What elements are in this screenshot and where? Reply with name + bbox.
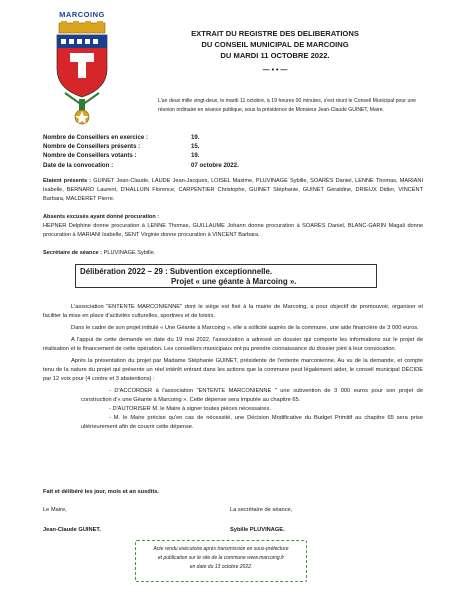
stat-label: Date de la convocation : bbox=[43, 161, 114, 169]
decision-item: - D'ACCORDER à l'association "ENTENTE MARCONIENNE " une subvention de 3 000 euros pour son projet de construction d'« une Géante à Marcoing ». Cette dépense sera imputée au chapitre 65. bbox=[81, 388, 423, 403]
secretary-signature-name: Sybille PLUVINAGE. bbox=[230, 527, 285, 533]
secretary-line bbox=[43, 249, 423, 258]
deliberation-subtitle: Projet « une géante à Marcoing ». bbox=[171, 277, 297, 286]
deliberation-title-box bbox=[75, 264, 377, 288]
header-line-2: DU CONSEIL MUNICIPAL DE MARCOING bbox=[201, 40, 349, 49]
deliberation-body bbox=[43, 303, 423, 432]
present-label: Etaient présents : bbox=[43, 178, 92, 184]
secretary-signature-block bbox=[230, 506, 292, 535]
notice-line-2: et publication sur le site de la commune www.marcoing.fr bbox=[157, 555, 285, 561]
secretary-title: La secrétaire de séance, bbox=[230, 507, 293, 513]
stat-label: Nombre de Conseillers en exercice : bbox=[43, 134, 148, 141]
stat-value: 19. bbox=[191, 152, 200, 160]
secretary-label: Secrétaire de séance : bbox=[43, 250, 103, 256]
stat-value: 19. bbox=[191, 134, 200, 141]
document-header bbox=[150, 28, 400, 76]
present-members bbox=[43, 177, 423, 205]
stat-row bbox=[43, 133, 423, 142]
intro-paragraph: L'an deux mille vingt-deux, le mardi 11 octobre, à 19 heures 00 minutes, s'est réuni le Conseil Municipal pour une réunion ordinaire en séance publique, sous la présidence de Monsieur Jean-Claude GUINET, Maire. bbox=[158, 98, 416, 113]
deliberation-title: Délibération 2022 – 29 : Subvention exceptionnelle. bbox=[80, 267, 273, 276]
present-list: GUINET Jean-Claude, LAUDE Jean-Jacques, LOISEL Maxime, PLUVINAGE Sybille, SOARÈS Daniel, LENNE Thomas, MARIANI Isabelle, BERNARD Laurent, D'HALLUIN Florence, CARPENTIER Christophe, GUINET Stéphanie, GUINET Géraldine, DRIEUX Didier, VINCENT Barbara, MALDERET Pierre. bbox=[43, 178, 423, 203]
council-stats bbox=[43, 133, 423, 170]
header-line-3: DU MARDI 11 OCTOBRE 2022. bbox=[220, 51, 330, 60]
stat-label: Nombre de Conseillers votants : bbox=[43, 152, 137, 160]
body-paragraph: Dans le cadre de son projet intitulé « Une Géante à Marcoing », elle a sollicité auprès de la commune, une aide financière de 3 000 euros. bbox=[71, 325, 419, 331]
mayor-name: Jean-Claude GUINET. bbox=[43, 527, 101, 533]
coat-of-arms bbox=[42, 10, 122, 131]
crest-emblem-icon bbox=[51, 21, 113, 131]
stat-value: 07 octobre 2022. bbox=[191, 161, 239, 169]
stat-row bbox=[43, 161, 423, 170]
mayor-signature-block bbox=[43, 506, 101, 535]
stat-value: 15. bbox=[191, 143, 200, 151]
notice-line-3: en date du 13 octobre 2022. bbox=[189, 564, 253, 570]
signoff-line: Fait et délibéré les jour, mois et an susdits. bbox=[43, 489, 159, 495]
crest-town-name: MARCOING bbox=[59, 10, 105, 19]
decision-item: - D'AUTORISER M. le Maire à signer toutes pièces nécessaires. bbox=[109, 406, 271, 412]
notice-line-1: Acte rendu exécutoire après transmission en sous-préfecture bbox=[153, 546, 289, 552]
stat-row bbox=[43, 151, 423, 160]
stat-row bbox=[43, 142, 423, 151]
absent-list: HEPNER Delphine donne procuration à LENNE Thomas, GUILLAUME Johann donne procuration à SOARÈS Daniel, BLANC-GARIN Magali donne procuration à MARIANI Isabelle, SENT Virginie donne procuration à VINCENT Barbara. bbox=[43, 223, 423, 239]
body-paragraph: L'association "ENTENTE MARCONIENNE" dont le siège est fixé à la mairie de Marcoing, a pour objectif de promouvoir, organiser et faciliter la mise en place d'activités culturelles, sportives et de loisirs. bbox=[43, 304, 423, 319]
absent-label: Absents excusés ayant donné procuration : bbox=[43, 214, 160, 220]
decision-item: - M. le Maire précise qu'en cas de nécessité, une Décision Modificative du Budget Primitif au chapitre 65 sera prise ultérieurement afin de couvrir cette dépense. bbox=[81, 415, 423, 430]
header-separator: — • • — bbox=[262, 67, 288, 74]
header-line-1: EXTRAIT DU REGISTRE DES DELIBERATIONS bbox=[191, 29, 359, 38]
body-paragraph: A l'appui de cette demande en date du 19 mai 2022, l'association a adressé un dossier qui comporte les informations sur le projet de réalisation et le financement de cette opération. Les conseillers municipaux ont pu prendre connaissance du dossier joint à leur convocation. bbox=[43, 337, 423, 352]
publication-notice bbox=[135, 540, 307, 582]
mayor-title: Le Maire, bbox=[43, 507, 67, 513]
secretary-name: PLUVINAGE Sybille. bbox=[103, 250, 156, 256]
stat-label: Nombre de Conseillers présents : bbox=[43, 143, 141, 151]
absent-members bbox=[43, 213, 423, 241]
body-paragraph: Après la présentation du projet par Madame Stéphanie GUINET, présidente de l'entente marconienne, Au vu de la demande, et compte tenu de la nature du projet qui présente un réel intérêt entrant dans les actions que la commune peut légalement aider, le conseil municipal DÉCIDE par 12 voix pour (4 contre et 3 abstentions) : bbox=[43, 358, 423, 382]
